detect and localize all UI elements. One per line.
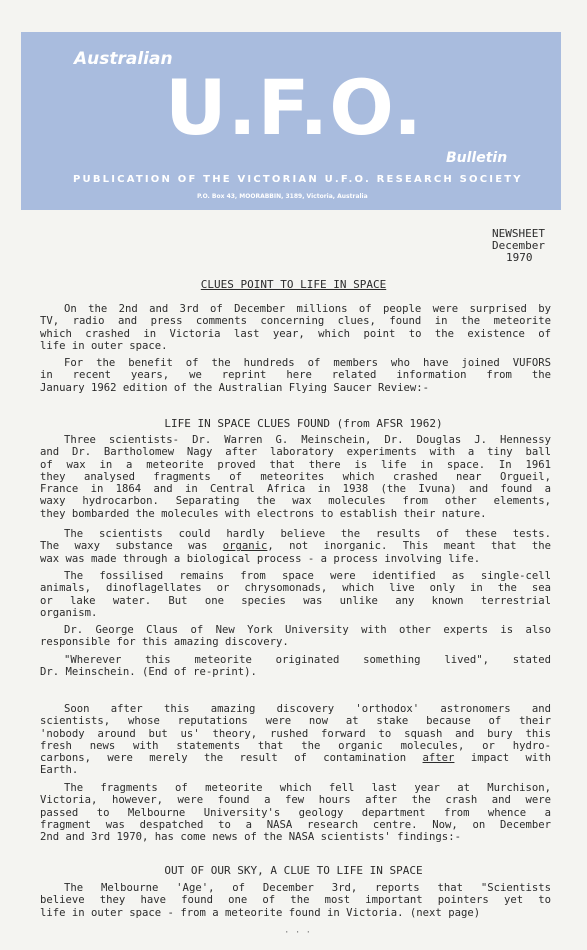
footer-mark: · · · (284, 928, 312, 938)
p3-line: they analysed fragments of meteorites which crashed near Orgueil, (40, 470, 551, 483)
p8-text: carbons, were merely the result of contamination (40, 752, 423, 765)
paragraph-7 (40, 654, 551, 679)
p10-line: The Melbourne 'Age', of December 3rd, reports that "Scientists (64, 882, 551, 894)
reprint-heading: LIFE IN SPACE CLUES FOUND (from AFSR 1962) (164, 417, 443, 430)
p3-line: waxy hydrocarbon. Separating the wax molecules from other elements, (40, 495, 551, 508)
p2-line: For the benefit of the hundreds of members who have joined VUFORS (64, 357, 551, 369)
p8-line: fresh news with statements that the organic molecules, or hydro- (40, 739, 551, 752)
after-word: after (422, 752, 455, 765)
paragraph-9 (40, 782, 551, 843)
p4-line: The scientists could hardly believe the results of these tests. (64, 528, 551, 540)
p9-line: fragment was despatched to a NASA research centre. Now, on December (40, 818, 551, 831)
p4-text: , not inorganic. This meant that the (267, 540, 552, 553)
p4-line (40, 540, 551, 552)
p9-line: passed to Melbourne University's geology department from whence a (40, 806, 551, 819)
p1-line: which crashed in Victoria last year, which point to the existence of (40, 327, 551, 340)
organic-word: organic (222, 540, 268, 553)
masthead-publication: PUBLICATION OF THE VICTORIAN U.F.O. RESEARCH SOCIETY (73, 174, 523, 185)
p2-line: in recent years, we reprint here related information from the (40, 369, 551, 382)
issue-label: NEWSHEET (492, 227, 545, 240)
sky-heading: OUT OF OUR SKY, A CLUE TO LIFE IN SPACE (164, 864, 423, 877)
p7-line: Dr. Meinschein. (End of re-print). (40, 666, 257, 679)
p10-line: life in outer space - from a meteorite found in Victoria. (next page) (40, 906, 481, 919)
paragraph-1 (40, 303, 551, 352)
paragraph-4 (40, 528, 551, 565)
p9-line: Victoria, however, were found a few hours after the crash and were (40, 794, 551, 807)
p2-line: January 1962 edition of the Australian Flying Saucer Review:- (40, 381, 430, 394)
p1-line: TV, radio and press comments concerning clues, found in the meteorite (40, 315, 551, 328)
masthead-title: U.F.O. (165, 63, 424, 152)
p8-text: impact with (454, 752, 551, 765)
main-heading-text: CLUES POINT TO LIFE IN SPACE (200, 278, 387, 291)
paragraph-5 (40, 570, 551, 619)
p3-line: they bombarded the molecules with electrons to establish their nature. (40, 507, 487, 520)
masthead-bulletin: Bulletin (446, 150, 508, 166)
p6-line: responsible for this amazing discovery. (40, 636, 289, 649)
p8-line: Soon after this amazing discovery 'orthodox' astronomers and (64, 703, 551, 715)
p3-line: of wax in a meteorite proved that there is life in space. In 1961 (40, 458, 551, 471)
masthead-banner (21, 32, 561, 210)
main-heading (0, 278, 587, 291)
p10-line: believe they have found one of the most important pointers yet to (40, 894, 551, 907)
p4-text: The waxy substance was (40, 540, 223, 553)
paragraph-10 (40, 882, 551, 919)
p5-line: The fossilised remains from space were identified as single-cell (64, 570, 551, 582)
issue-info (492, 228, 552, 264)
p5-line: or lake water. But one species was unlike any known terrestrial (40, 594, 551, 607)
p8-line: 'nobody around but us' theory, rushed forward to squash and bury this (40, 727, 551, 740)
issue-year: 1970 (506, 251, 533, 264)
p4-line: wax was made through a biological process - a process involving life. (40, 552, 481, 565)
masthead-australian: Australian (74, 49, 173, 69)
p8-line: scientists, whose reputations were now at stake because of their (40, 715, 551, 728)
paragraph-2 (40, 357, 551, 394)
p6-line: Dr. George Claus of New York University with other experts is also (64, 624, 551, 636)
paragraph-8 (40, 703, 551, 777)
p1-line: On the 2nd and 3rd of December millions of people were surprised by (64, 303, 551, 315)
p1-line: life in outer space. (40, 339, 168, 352)
p3-line: and Dr. Bartholomew Nagy after laboratory experiments with a tiny ball (40, 446, 551, 459)
p5-line: organism. (40, 606, 98, 619)
p3-line: France in 1864 and in Central Africa in 1938 (the Ivuna) and found a (40, 483, 551, 496)
p8-line: Earth. (40, 764, 79, 777)
p5-line: animals, dinoflagellates or chrysomonads, which live only in the sea (40, 582, 551, 595)
p8-line (40, 752, 551, 764)
paragraph-6 (40, 624, 551, 649)
p3-line: Three scientists- Dr. Warren G. Meinschein, Dr. Douglas J. Hennessy (64, 434, 551, 446)
issue-month: December (492, 239, 545, 252)
p9-line: 2nd and 3rd 1970, has come news of the NASA scientists' findings:- (40, 831, 461, 844)
paragraph-3 (40, 434, 551, 520)
p7-line: "Wherever this meteorite originated something lived", stated (64, 654, 551, 666)
p9-line: The fragments of meteorite which fell last year at Murchison, (64, 782, 551, 794)
masthead-address: P.O. Box 43, MOORABBIN, 3189, Victoria, Australia (197, 193, 368, 200)
